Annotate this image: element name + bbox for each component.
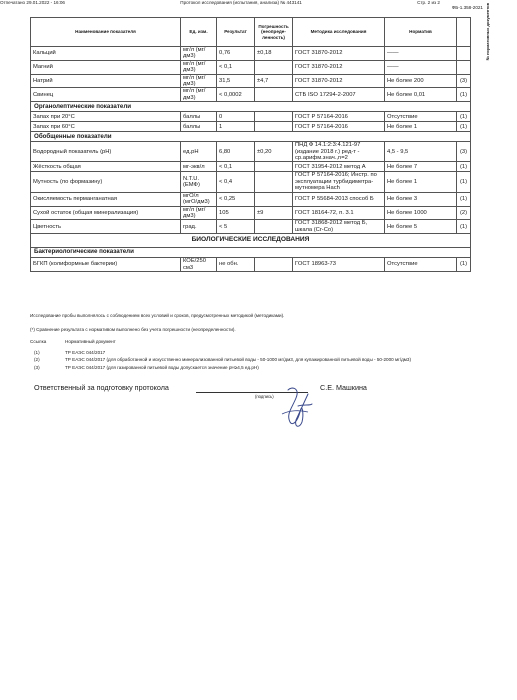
row-error [255, 88, 293, 102]
table-header [31, 18, 471, 47]
section-biological [31, 234, 471, 248]
note-conditions: Исследование пробы выполнялось с соблюдением всех условий и сроков, предусмотренных методикой (методиками). [30, 313, 285, 318]
row-error [255, 172, 293, 192]
row-name: Запах при 20°С [31, 112, 181, 122]
row-method: ГОСТ 31954-2012 метод А [293, 162, 385, 172]
section-biological-label: БИОЛОГИЧЕСКИЕ ИССЛЕДОВАНИЯ [31, 234, 471, 248]
row-result: < 0,1 [217, 60, 255, 74]
document-code: ФБ-1.358-2021 [451, 5, 483, 10]
header-ref: № нормативных документов [457, 18, 471, 47]
row-error: ±4,7 [255, 74, 293, 88]
row-error [255, 112, 293, 122]
refs-col-link: Ссылка [30, 339, 47, 344]
handwritten-signature [278, 384, 318, 430]
row-norm: Отсутствие [385, 112, 457, 122]
row-method: ГОСТ 31870-2012 [293, 74, 385, 88]
row-error [255, 258, 293, 272]
table-row [31, 142, 471, 162]
row-norm: Не более 1000 [385, 206, 457, 220]
row-name: Сухой остаток (общая минерализация) [31, 206, 181, 220]
header-error: Погрешность (неопреде-ленность) [255, 18, 293, 47]
page-number: Стр. 2 из 2 [417, 0, 440, 5]
row-unit: мг/л (мг/дм3) [181, 47, 217, 61]
row-unit: мг-экв/л [181, 162, 217, 172]
row-result: 0 [217, 112, 255, 122]
row-norm: Не более 1 [385, 172, 457, 192]
table-row [31, 192, 471, 206]
row-error [255, 122, 293, 132]
row-name: Магний [31, 60, 181, 74]
row-unit: N.T.U. (ЕМФ) [181, 172, 217, 192]
table-row [31, 258, 471, 272]
row-result: 6,80 [217, 142, 255, 162]
row-ref [457, 47, 471, 61]
row-result: < 0,4 [217, 172, 255, 192]
row-ref: (1) [457, 172, 471, 192]
ref-number: (1) [34, 350, 40, 355]
row-result: 0,76 [217, 47, 255, 61]
row-method: ГОСТ 31870-2012 [293, 60, 385, 74]
row-method: СТБ ISO 17294-2-2007 [293, 88, 385, 102]
ref-text: ТР ЕАЭС 044/2017 (для обработанной и искусственно минерализованной питьевой воды - 50-1000 мг/дм3, для купажированной питьевой воды - 50-2000 мг/дм3) [65, 357, 412, 362]
section-bacteriological-label: Бактериологические показатели [31, 248, 471, 258]
header-name: Наименование показателя [31, 18, 181, 47]
note-comparison: (*) Сравнение результата с нормативом выполнено без учета погрешности (неопределенности). [30, 327, 236, 332]
row-name: Натрий [31, 74, 181, 88]
header-unit: Ед. изм. [181, 18, 217, 47]
table-row [31, 220, 471, 234]
row-name: Окисляемость перманганатная [31, 192, 181, 206]
row-error [255, 60, 293, 74]
row-norm: 4,5 - 9,5 [385, 142, 457, 162]
header-norm: Норматив [385, 18, 457, 47]
row-unit: мг/л (мг/дм3) [181, 88, 217, 102]
row-norm: Не более 7 [385, 162, 457, 172]
row-method: ГОСТ 31868-2012 метод Б, шкала (Cr-Co) [293, 220, 385, 234]
row-unit: ед.рН [181, 142, 217, 162]
table-row [31, 74, 471, 88]
row-ref: (2) [457, 206, 471, 220]
row-unit: град. [181, 220, 217, 234]
row-norm: Не более 200 [385, 74, 457, 88]
table-row [31, 172, 471, 192]
table-row [31, 47, 471, 61]
row-name: Кальций [31, 47, 181, 61]
row-error: ±0,20 [255, 142, 293, 162]
signature-label: Ответственный за подготовку протокола [34, 383, 169, 392]
row-result: 1 [217, 122, 255, 132]
section-general [31, 132, 471, 142]
row-ref: (1) [457, 258, 471, 272]
ref-text: ТР ЕАЭС 044/2017 (для газированной питьевой воды допускается значение рН≥4,5 ед.рН) [65, 365, 259, 370]
section-bacteriological [31, 248, 471, 258]
row-method: ГОСТ Р 57164-2016 [293, 122, 385, 132]
row-name: Жёсткость общая [31, 162, 181, 172]
row-error: ±0,18 [255, 47, 293, 61]
row-result: не обн. [217, 258, 255, 272]
table-body [31, 47, 471, 272]
row-norm: —— [385, 47, 457, 61]
row-name: БГКП (колиформные бактерии) [31, 258, 181, 272]
row-method: ГОСТ 18164-72, п. 3.1 [293, 206, 385, 220]
row-norm: Не более 0,01 [385, 88, 457, 102]
row-result: < 0,1 [217, 162, 255, 172]
page-footer [0, 0, 440, 5]
row-ref: (1) [457, 88, 471, 102]
row-method: ГОСТ 18963-73 [293, 258, 385, 272]
row-ref [457, 60, 471, 74]
row-method: ПНД Ф 14.1:2:3:4.121-97 (издание 2018 г.) ред-т - ср.арифм.знач.,n=2 [293, 142, 385, 162]
row-name: Мутность (по формазину) [31, 172, 181, 192]
row-method: ГОСТ Р 57164-2016 [293, 112, 385, 122]
table-row [31, 88, 471, 102]
protocol-number: Протокол исследования (испытания, анализа) № 443141 [180, 0, 302, 5]
table-row [31, 60, 471, 74]
section-organoleptic-label: Органолептические показатели [31, 102, 471, 112]
ref-text: ТР ЕАЭС 044/2017 [65, 350, 106, 355]
row-norm: —— [385, 60, 457, 74]
table-row [31, 206, 471, 220]
row-method: ГОСТ 31870-2012 [293, 47, 385, 61]
row-error [255, 192, 293, 206]
row-ref: (1) [457, 162, 471, 172]
row-unit: баллы [181, 112, 217, 122]
section-general-label: Обобщенные показатели [31, 132, 471, 142]
row-unit: баллы [181, 122, 217, 132]
ref-number: (3) [34, 365, 40, 370]
row-ref: (1) [457, 122, 471, 132]
row-unit: мг/л (мг/дм3) [181, 60, 217, 74]
table-row [31, 122, 471, 132]
row-ref: (1) [457, 220, 471, 234]
row-unit: мгО/л (мгО/дм3) [181, 192, 217, 206]
row-ref: (3) [457, 74, 471, 88]
row-name: Запах при 60°С [31, 122, 181, 132]
row-ref: (1) [457, 192, 471, 206]
row-result: < 0,0002 [217, 88, 255, 102]
ref-number: (2) [34, 357, 40, 362]
row-norm: Не более 3 [385, 192, 457, 206]
row-result: 31,5 [217, 74, 255, 88]
row-error: ±9 [255, 206, 293, 220]
row-unit: мг/л (мг/дм3) [181, 206, 217, 220]
row-name: Свинец [31, 88, 181, 102]
row-method: ГОСТ Р 57164-2016; Инстр. по эксплуатации турбидиметра-мутномера Hach [293, 172, 385, 192]
row-norm: Отсутствие [385, 258, 457, 272]
row-error [255, 220, 293, 234]
row-name: Цветность [31, 220, 181, 234]
row-result: < 5 [217, 220, 255, 234]
row-method: ГОСТ Р 55684-2013 способ Б [293, 192, 385, 206]
signer-name: С.Е. Машкина [320, 383, 367, 392]
signature-caption: (подпись) [255, 394, 274, 399]
row-result: < 0,25 [217, 192, 255, 206]
row-name: Водородный показатель (рН) [31, 142, 181, 162]
row-error [255, 162, 293, 172]
row-unit: КОЕ/250 см3 [181, 258, 217, 272]
header-result: Результат [217, 18, 255, 47]
table-row [31, 112, 471, 122]
row-ref: (3) [457, 142, 471, 162]
refs-col-doc: Нормативный документ [65, 339, 116, 344]
table-row [31, 162, 471, 172]
row-norm: Не более 1 [385, 122, 457, 132]
printed-date: Отпечатано 29.01.2022 - 16:06 [0, 0, 65, 5]
row-ref: (1) [457, 112, 471, 122]
header-method: Методика исследования [293, 18, 385, 47]
row-result: 105 [217, 206, 255, 220]
row-unit: мг/л (мг/дм3) [181, 74, 217, 88]
section-organoleptic [31, 102, 471, 112]
row-norm: Не более 5 [385, 220, 457, 234]
